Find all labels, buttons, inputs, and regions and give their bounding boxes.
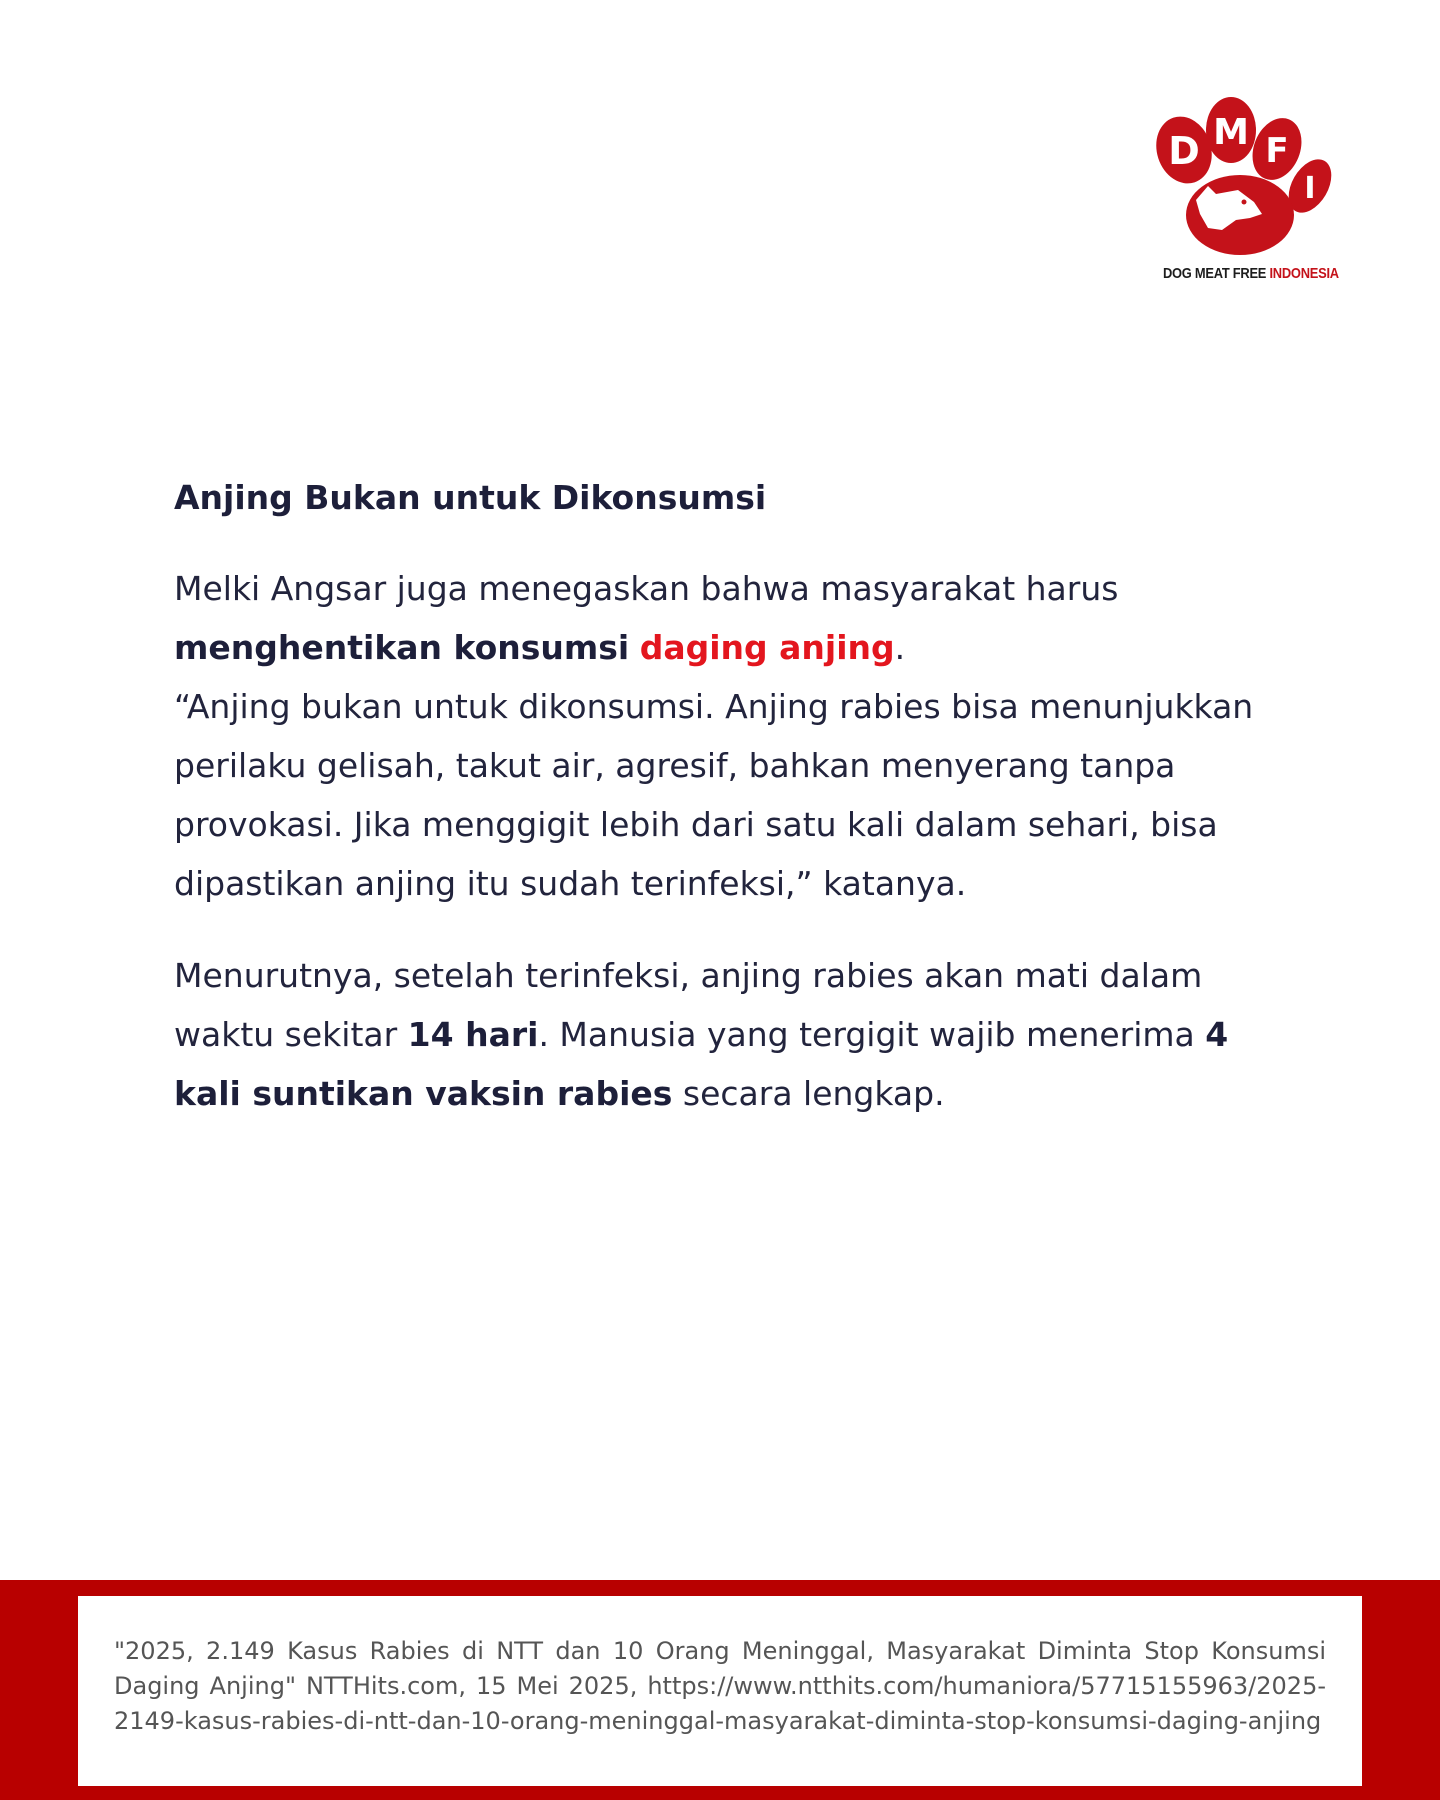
p1-quote: “Anjing bukan untuk dikonsumsi. Anjing rabies bisa menunjukkan perilaku gelisah, takut air, agresif, bahkan menyerang tanpa provokasi. Jika menggigit lebih dari satu kali dalam sehari, bisa dipastikan anjing itu sudah terinfeksi,” katanya. — [174, 687, 1254, 903]
citation-text: "2025, 2.149 Kasus Rabies di NTT dan 10 Orang Meninggal, Masyarakat Diminta Stop Konsumsi Daging Anjing" NTTHits.com, 15 Mei 2025, https://www.ntthits.com/humaniora/57715155963/2025-2149-kasus-rabies-di-ntt-dan-10-orang-meninggal-masyarakat-diminta-stop-konsumsi-daging-anjing — [114, 1637, 1326, 1735]
p2-bold-vaccine: 4 kali suntikan vaksin rabies — [174, 1015, 1229, 1113]
p1-intro: Melki Angsar juga menegaskan bahwa masyarakat harus — [174, 569, 1119, 608]
logo-caption-dark: DOG MEAT FREE — [1162, 265, 1267, 282]
paragraph-vaccine — [174, 946, 1304, 1123]
paragraph-quote — [174, 559, 1304, 913]
logo-caption — [1162, 265, 1339, 282]
dmfi-logo — [1150, 90, 1339, 295]
logo-letter-d: D — [1168, 129, 1200, 173]
logo-caption-red: INDONESIA — [1269, 265, 1339, 282]
footer-band — [0, 1580, 1440, 1800]
p2-text-1: Menurutnya, setelah terinfeksi, anjing rabies akan mati dalam waktu sekitar — [174, 956, 1203, 1054]
citation-box — [78, 1596, 1362, 1786]
highlight-daging-anjing: daging anjing — [639, 628, 895, 667]
p2-text-2: . Manusia yang tergigit wajib menerima — [538, 1015, 1206, 1054]
p1-space — [629, 628, 640, 667]
p1-period: . — [894, 628, 906, 667]
p2-bold-days: 14 hari — [407, 1015, 539, 1054]
paw-logo-icon — [1150, 90, 1335, 265]
article-body — [174, 470, 1304, 1123]
p2-text-3: secara lengkap. — [672, 1074, 945, 1113]
p1-bold: menghentikan konsumsi — [174, 628, 630, 667]
logo-letter-i: I — [1304, 171, 1316, 206]
section-heading: Anjing Bukan untuk Dikonsumsi — [174, 478, 767, 517]
logo-letter-m: M — [1213, 112, 1249, 153]
logo-letter-f: F — [1265, 131, 1289, 171]
